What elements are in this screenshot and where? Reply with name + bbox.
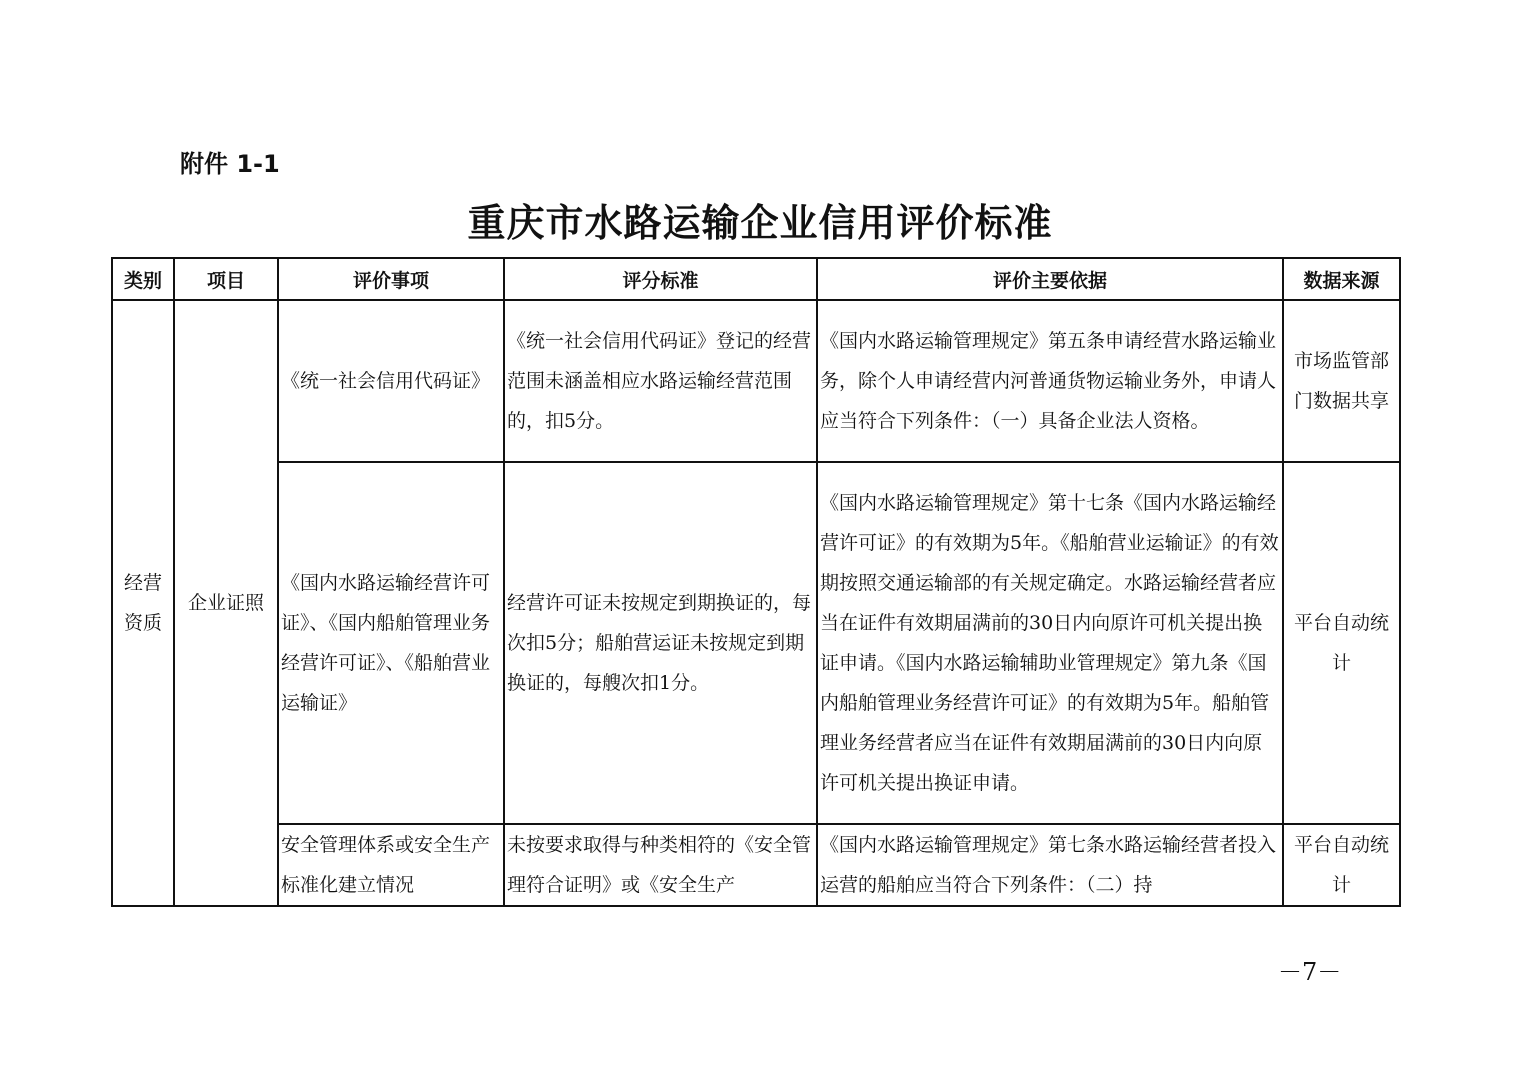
table-row <box>112 462 1400 824</box>
standard-cell: 经营许可证未按规定到期换证的，每次扣5分；船舶营运证未按规定到期换证的，每艘次扣1分。 <box>504 462 817 824</box>
header-source: 数据来源 <box>1283 258 1400 300</box>
standard-cell: 《统一社会信用代码证》登记的经营范围未涵盖相应水路运输经营范围的，扣5分。 <box>504 300 817 462</box>
table-row <box>112 824 1400 906</box>
source-cell: 平台自动统计 <box>1283 462 1400 824</box>
page-number: －7－ <box>1278 958 1342 986</box>
credit-evaluation-table <box>111 257 1401 907</box>
item-cell: 《统一社会信用代码证》 <box>278 300 504 462</box>
source-cell: 市场监管部门数据共享 <box>1283 300 1400 462</box>
item-cell: 安全管理体系或安全生产标准化建立情况 <box>278 824 504 906</box>
header-item: 评价事项 <box>278 258 504 300</box>
header-basis: 评价主要依据 <box>817 258 1283 300</box>
header-category: 类别 <box>112 258 174 300</box>
table-row <box>112 300 1400 462</box>
project-cell: 企业证照 <box>174 300 278 906</box>
basis-cell: 《国内水路运输管理规定》第五条申请经营水路运输业务，除个人申请经营内河普通货物运输业务外，申请人应当符合下列条件：（一）具备企业法人资格。 <box>817 300 1283 462</box>
basis-cell: 《国内水路运输管理规定》第十七条《国内水路运输经营许可证》的有效期为5年。《船舶营业运输证》的有效期按照交通运输部的有关规定确定。水路运输经营者应当在证件有效期届满前的30日内向原许可机关提出换证申请。《国内水路运输辅助业管理规定》第九条《国内船舶管理业务经营许可证》的有效期为5年。船舶管理业务经营者应当在证件有效期届满前的30日内向原许可机关提出换证申请。 <box>817 462 1283 824</box>
header-project: 项目 <box>174 258 278 300</box>
table-header-row <box>112 258 1400 300</box>
basis-cell: 《国内水路运输管理规定》第七条水路运输经营者投入运营的船舶应当符合下列条件：（二）持 <box>817 824 1283 906</box>
document-title: 重庆市水路运输企业信用评价标准 <box>467 200 1053 245</box>
attachment-label: 附件 1-1 <box>180 150 280 178</box>
item-cell: 《国内水路运输经营许可证》、《国内船舶管理业务经营许可证》、《船舶营业运输证》 <box>278 462 504 824</box>
header-standard: 评分标准 <box>504 258 817 300</box>
standard-cell: 未按要求取得与种类相符的《安全管理符合证明》或《安全生产 <box>504 824 817 906</box>
category-cell: 经营资质 <box>112 300 174 906</box>
source-cell: 平台自动统计 <box>1283 824 1400 906</box>
